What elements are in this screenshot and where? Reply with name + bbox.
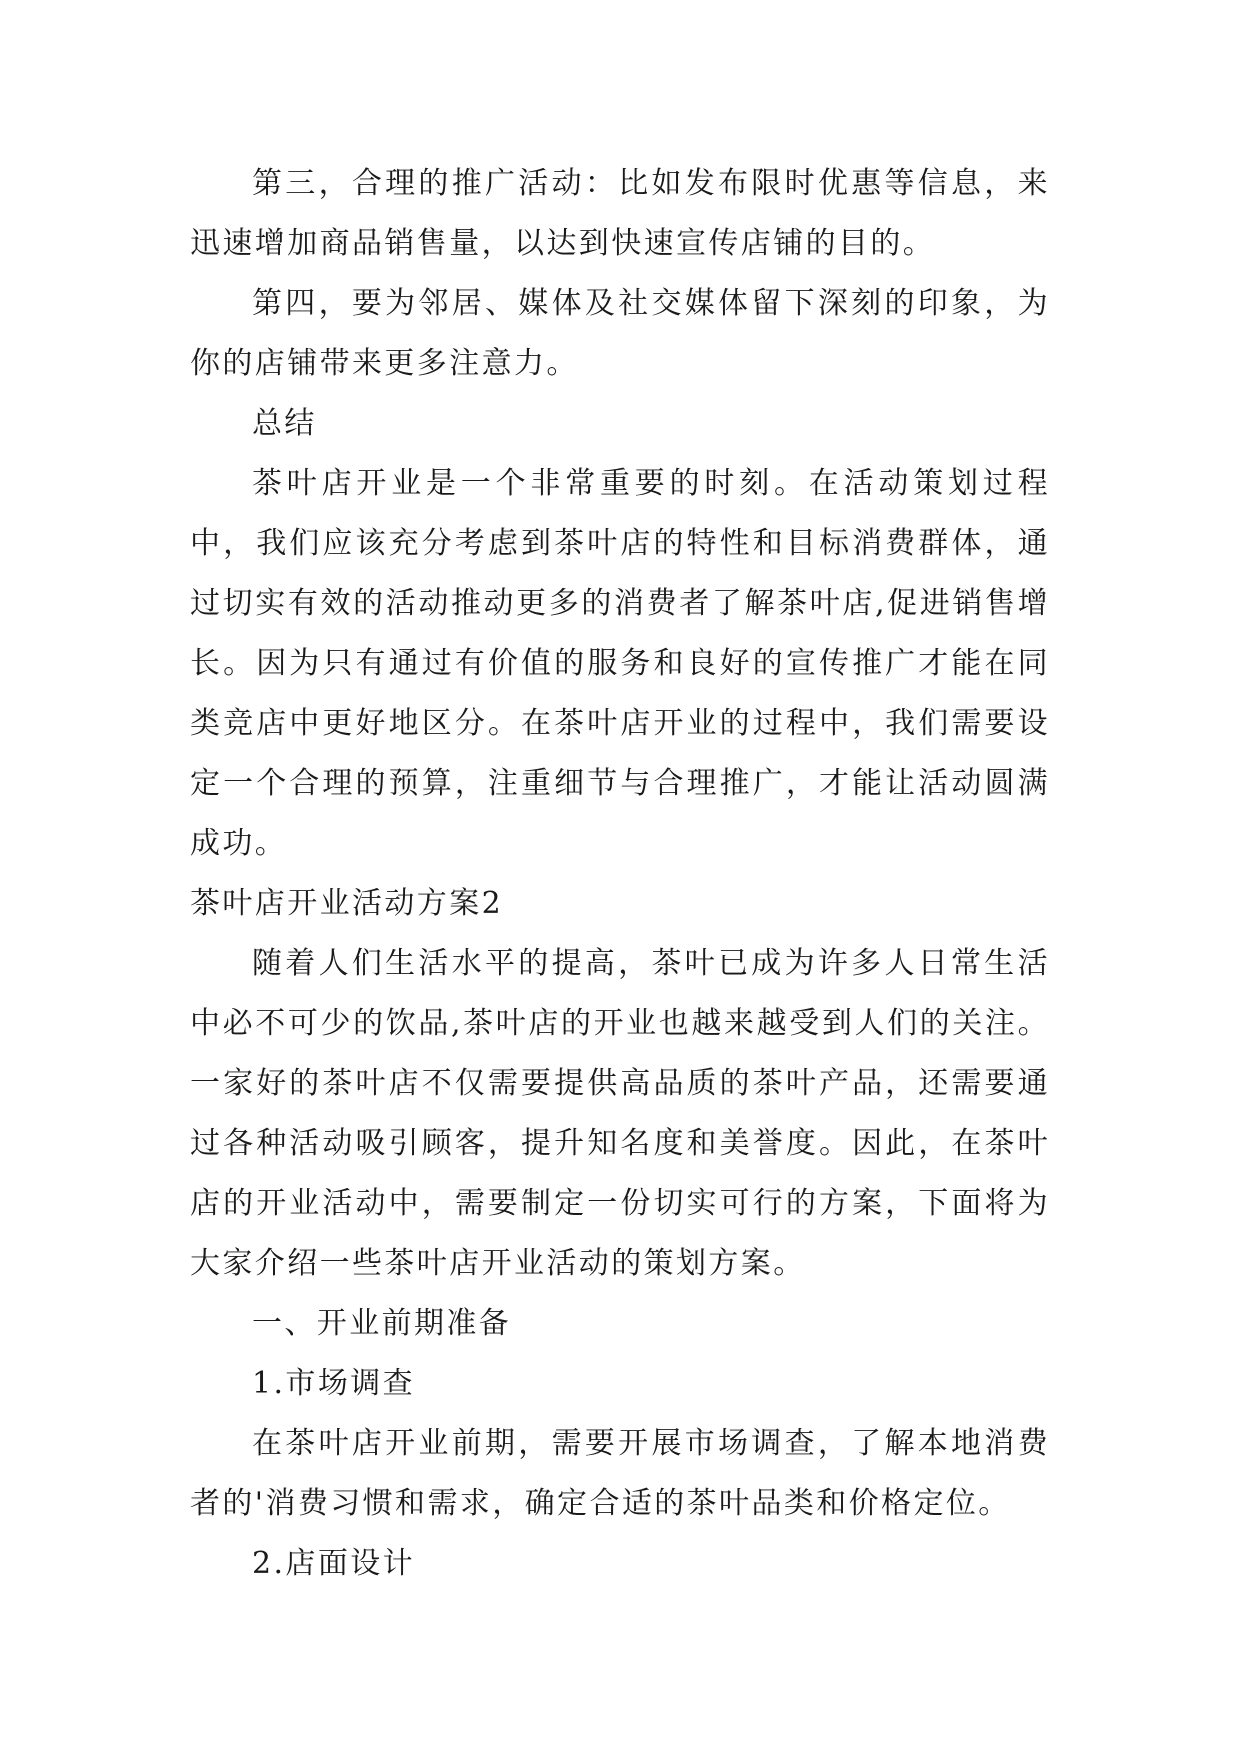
paragraph-impression: 第四，要为邻居、媒体及社交媒体留下深刻的印象，为你的店铺带来更多注意力。 xyxy=(190,286,1050,381)
paragraph-intro: 随着人们生活水平的提高，茶叶已成为许多人日常生活中必不可少的饮品,茶叶店的开业也越来越受到人们的关注。一家好的茶叶店不仅需要提供高品质的茶叶产品，还需要通过各种活动吸引顾客，提升知名度和美誉度。因此，在茶叶店的开业活动中，需要制定一份切实可行的方案，下面将为大家介绍一些茶叶店开业活动的策划方案。 xyxy=(190,946,1050,1281)
paragraph-market-research: 在茶叶店开业前期，需要开展市场调查，了解本地消费者的'消费习惯和需求，确定合适的茶叶品类和价格定位。 xyxy=(190,1426,1050,1521)
section-heading-summary: 总结 xyxy=(252,406,317,441)
paragraph-summary: 茶叶店开业是一个非常重要的时刻。在活动策划过程中，我们应该充分考虑到茶叶店的特性和目标消费群体，通过切实有效的活动推动更多的消费者了解茶叶店,促进销售增长。因为只有通过有价值的服务和良好的宣传推广才能在同类竞店中更好地区分。在茶叶店开业的过程中，我们需要设定一个合理的预算，注重细节与合理推广，才能让活动圆满成功。 xyxy=(190,466,1050,861)
paragraph-promotion: 第三，合理的推广活动：比如发布限时优惠等信息，来迅速增加商品销售量，以达到快速宣传店铺的目的。 xyxy=(190,166,1050,261)
subheading-store-design: 2.店面设计 xyxy=(252,1546,416,1581)
subheading-market-research: 1.市场调查 xyxy=(252,1366,416,1401)
section-heading-preparation: 一、开业前期准备 xyxy=(252,1306,512,1341)
document-body xyxy=(190,154,1050,1594)
document-title-plan-2: 茶叶店开业活动方案2 xyxy=(190,886,504,921)
